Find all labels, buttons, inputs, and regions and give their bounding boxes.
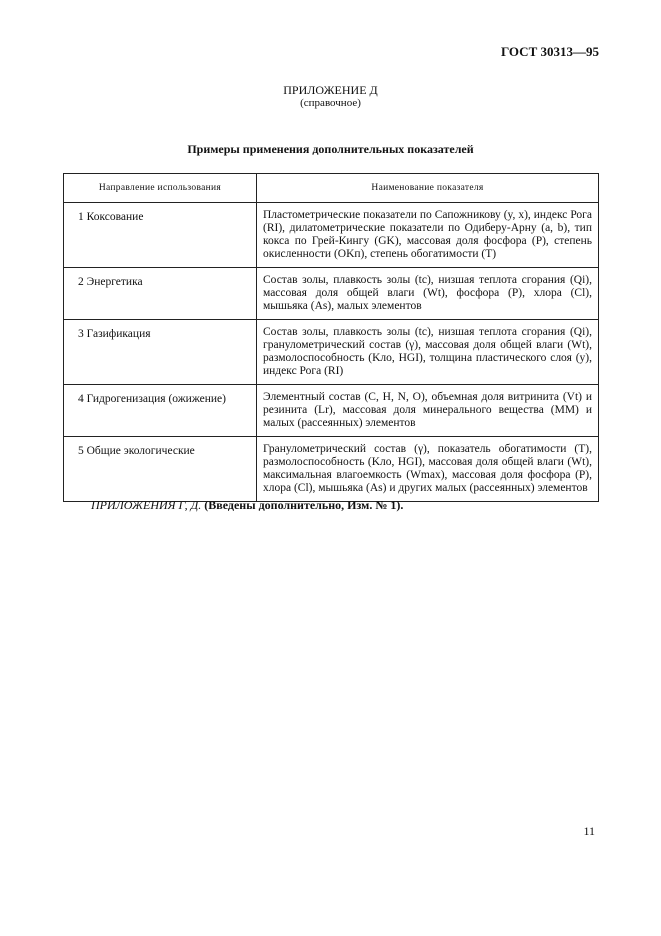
appendix-type: (справочное) xyxy=(300,97,361,109)
column-header-direction: Направление использования xyxy=(64,174,257,203)
indicator-cell: Гранулометрический состав (γ), показатель обогатимости (T), размолоспособность (Kло, HGI), массовая доля общей влаги (Wt), максимальная влагоемкость (Wmax), массовая доля фосфора (P), хлора (Cl), мышьяка (As) и других малых (рассеянных) элементов xyxy=(257,437,599,502)
appendix-label: ПРИЛОЖЕНИЕ Д xyxy=(283,83,378,97)
standard-number: ГОСТ 30313—95 xyxy=(500,44,599,59)
table-row xyxy=(64,268,599,320)
direction-cell: 5 Общие экологические xyxy=(64,437,257,502)
direction-cell: 3 Газификация xyxy=(64,320,257,385)
table-row xyxy=(64,385,599,437)
indicator-cell: Состав золы, плавкость золы (tc), низшая теплота сгорания (Qi), массовая доля общей влаги (Wt), фосфора (P), хлора (Cl), мышьяка (As), малых элементов xyxy=(257,268,599,320)
amendment-text: (Введены дополнительно, Изм. № 1). xyxy=(204,498,404,512)
column-header-indicator: Наименование показателя xyxy=(257,174,599,203)
indicators-table xyxy=(63,173,599,502)
table-row xyxy=(64,437,599,502)
appendix-heading xyxy=(0,84,661,110)
page-number: 11 xyxy=(583,824,595,838)
amendment-note xyxy=(91,498,403,513)
table-header-row xyxy=(64,174,599,203)
indicator-cell: Элементный состав (C, H, N, O), объемная доля витринита (Vt) и резинита (Lr), массовая доля минерального вещества (MM) и малых (рассеянных) элементов xyxy=(257,385,599,437)
direction-cell: 2 Энергетика xyxy=(64,268,257,320)
table-row xyxy=(64,320,599,385)
table-row xyxy=(64,203,599,268)
indicator-cell: Состав золы, плавкость золы (tc), низшая теплота сгорания (Qi), гранулометрический состав (γ), массовая доля общей влаги (Wt), размолоспособность (Kло, HGI), толщина пластического слоя (y), индекс Рога (RI) xyxy=(257,320,599,385)
direction-cell: 4 Гидрогенизация (ожижение) xyxy=(64,385,257,437)
page-title: Примеры применения дополнительных показателей xyxy=(187,142,474,156)
indicator-cell: Пластометрические показатели по Сапожникову (y, x), индекс Рога (RI), дилатометрические показатели по Одиберу-Арну (a, b), тип кокса по Грей-Кингу (GK), массовая доля фосфора (P), степень окисленности (OKп), степень обогатимости (T) xyxy=(257,203,599,268)
amendment-appendices: ПРИЛОЖЕНИЯ Г, Д. xyxy=(91,498,202,512)
direction-cell: 1 Коксование xyxy=(64,203,257,268)
